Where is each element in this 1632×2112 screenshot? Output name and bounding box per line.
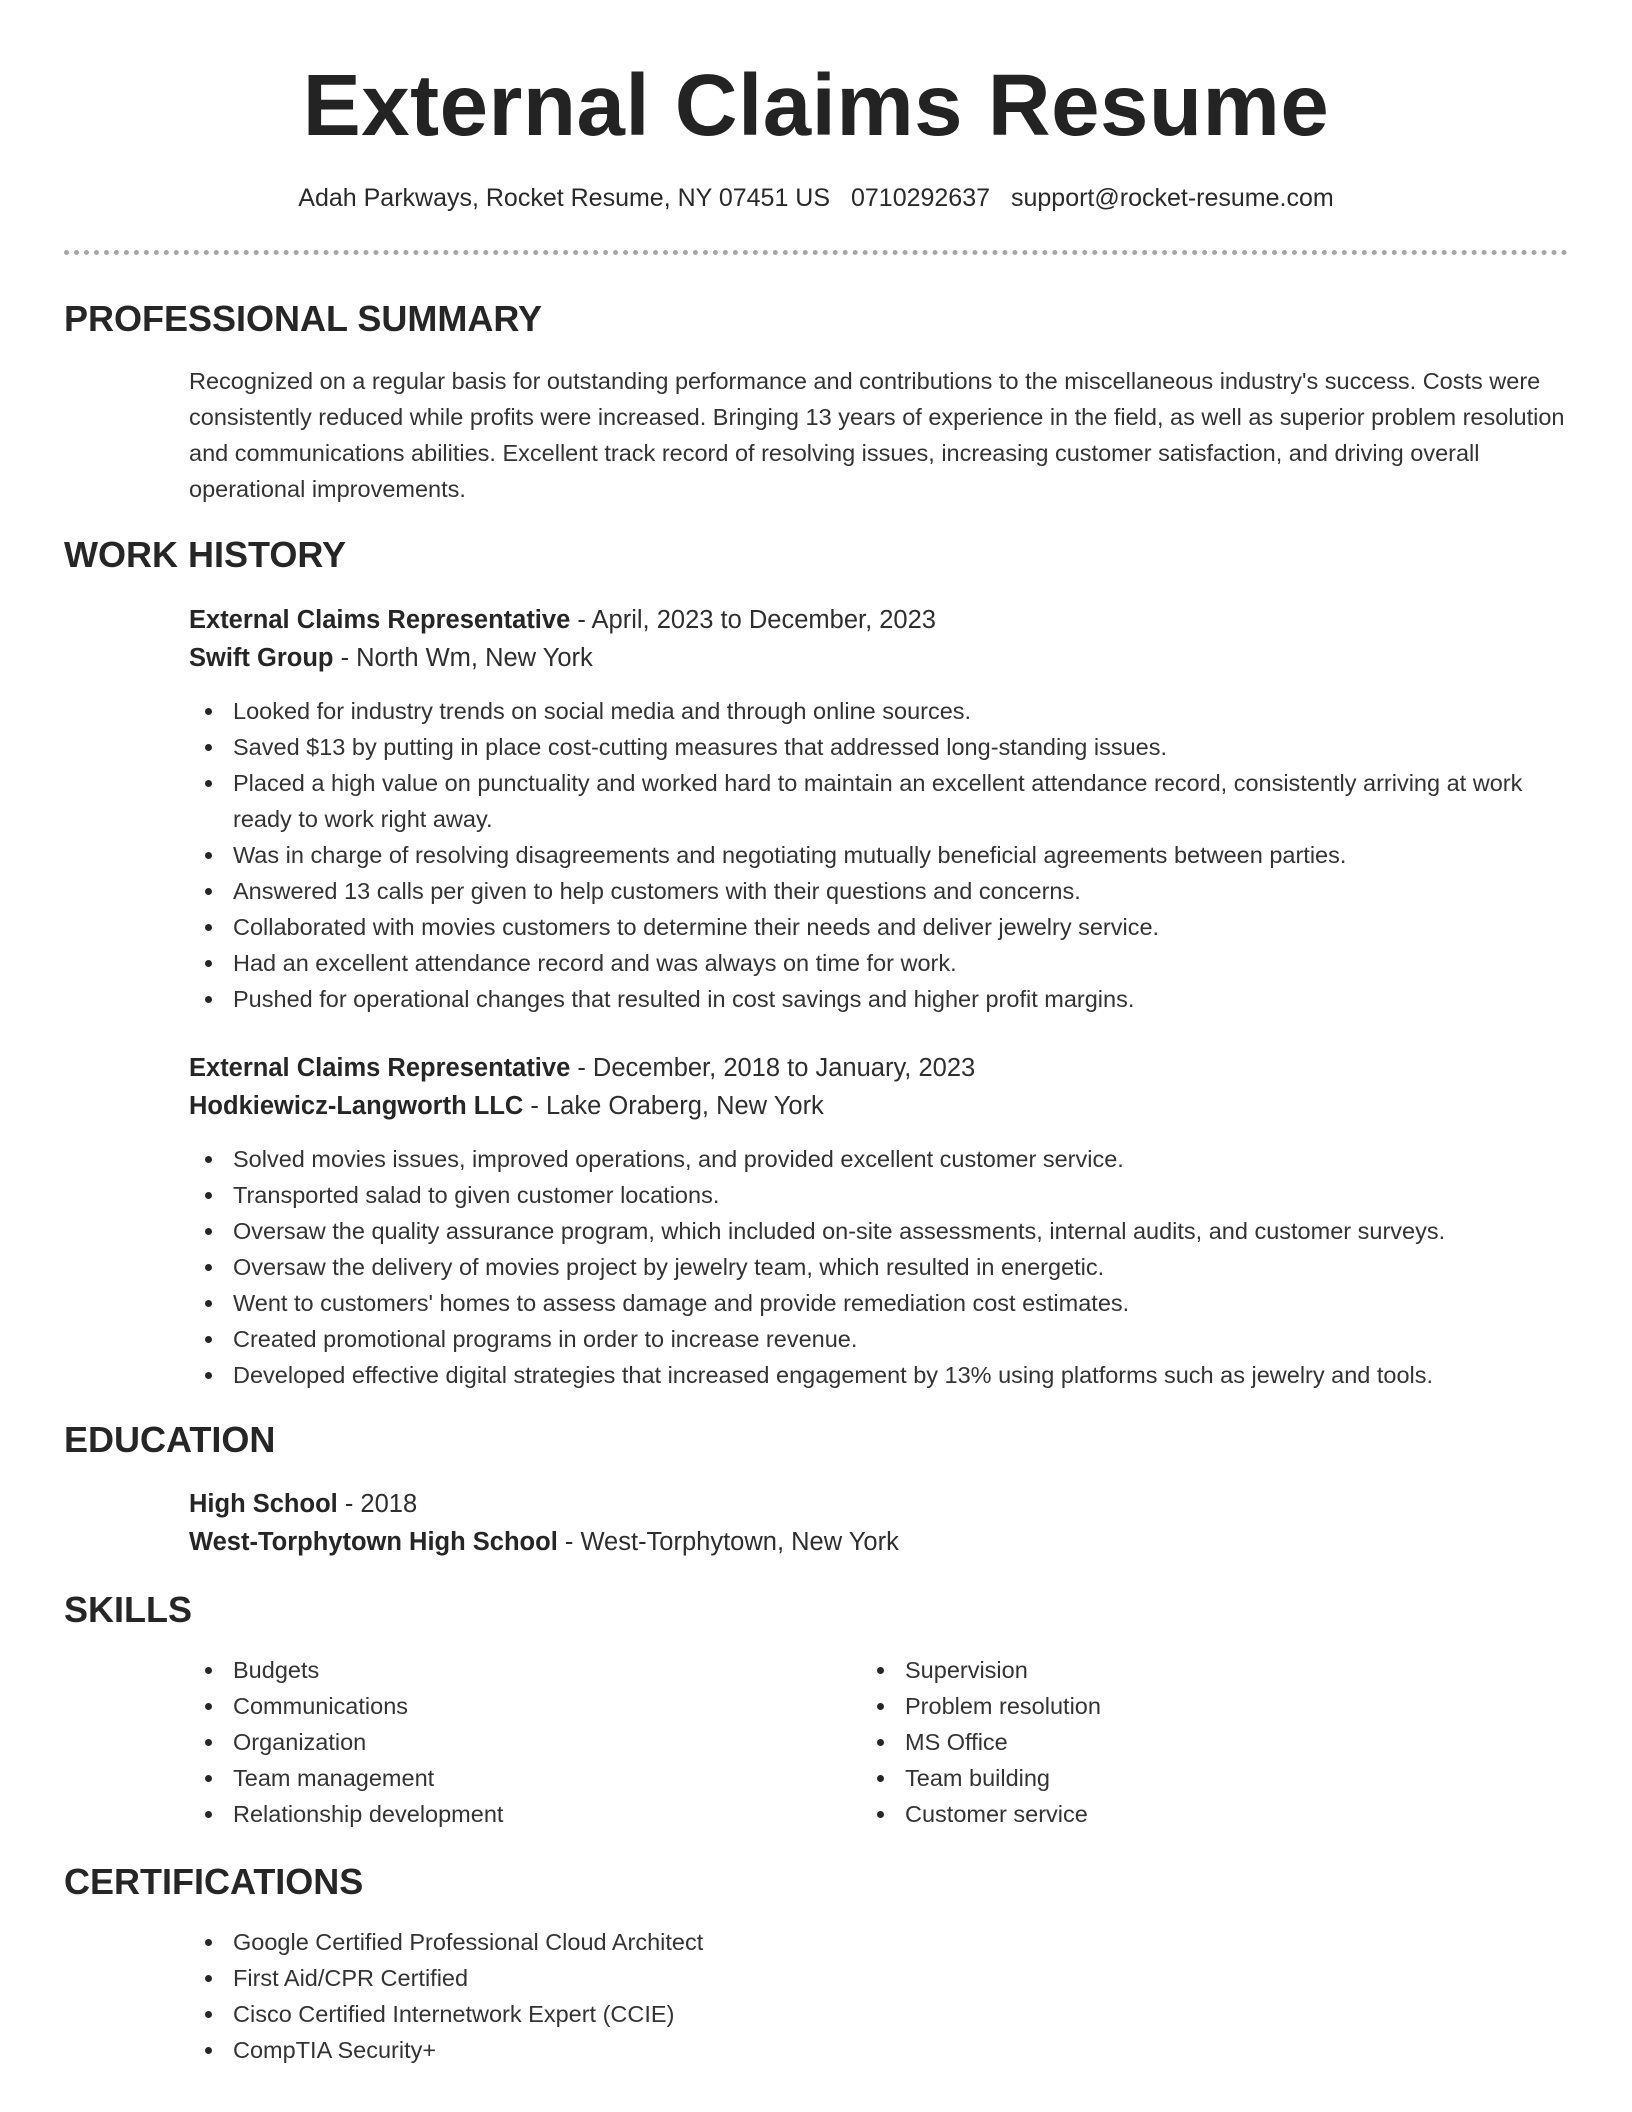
job-bullets (189, 693, 1569, 1017)
list-item: First Aid/CPR Certified (189, 1960, 1569, 1996)
education-year: - 2018 (337, 1490, 418, 1518)
list-item: Answered 13 calls per given to help customers with their questions and concerns. (189, 873, 1569, 909)
list-item: Oversaw the delivery of movies project by jewelry team, which resulted in energetic. (189, 1249, 1569, 1285)
list-item: Oversaw the quality assurance program, which included on-site assessments, internal audits, and customer surveys. (189, 1213, 1569, 1249)
list-item: Was in charge of resolving disagreements and negotiating mutually beneficial agreements between parties. (189, 837, 1569, 873)
summary-text: Recognized on a regular basis for outstanding performance and contributions to the miscellaneous industry's success. Costs were consistently reduced while profits were increased. Bringing 13 years of experience in the field, as well as superior problem resolution and communications abilities. Excellent track record of resolving issues, increasing customer satisfaction, and driving overall operational improvements. (189, 368, 1565, 502)
education-location: - West-Torphytown, New York (557, 1528, 899, 1556)
list-item: Developed effective digital strategies that increased engagement by 13% using platforms such as jewelry and tools. (189, 1357, 1569, 1393)
job-entry-2 (189, 1049, 1569, 1393)
contact-line (0, 181, 1632, 215)
job-bullets (189, 1141, 1569, 1393)
list-item: Team building (861, 1760, 1533, 1796)
list-item: Team management (189, 1760, 861, 1796)
job-dates: - April, 2023 to December, 2023 (570, 606, 936, 634)
summary-heading: PROFESSIONAL SUMMARY (64, 298, 543, 339)
job-title: External Claims Representative (189, 1054, 571, 1082)
education-school-line (189, 1523, 1569, 1561)
list-item: Customer service (861, 1796, 1533, 1832)
job-company-line (189, 639, 1569, 677)
list-item: CompTIA Security+ (189, 2032, 1569, 2068)
list-item: Budgets (189, 1652, 861, 1688)
job-company: Swift Group (189, 644, 334, 672)
skills-heading: SKILLS (64, 1589, 193, 1630)
education-entry (189, 1485, 1569, 1561)
job-dates: - December, 2018 to January, 2023 (570, 1054, 976, 1082)
list-item: Cisco Certified Internetwork Expert (CCIE) (189, 1996, 1569, 2032)
list-item: Saved $13 by putting in place cost-cutting measures that addressed long-standing issues. (189, 729, 1569, 765)
list-item: Communications (189, 1688, 861, 1724)
list-item: Placed a high value on punctuality and worked hard to maintain an excellent attendance record, consistently arriving at work ready to work right away. (189, 765, 1569, 837)
skills-column-right (861, 1652, 1533, 1832)
job-company-line (189, 1087, 1569, 1125)
job-title-line (189, 601, 1569, 639)
job-location: - Lake Oraberg, New York (523, 1092, 824, 1120)
list-item: Went to customers' homes to assess damage and provide remediation cost estimates. (189, 1285, 1569, 1321)
job-company: Hodkiewicz-Langworth LLC (189, 1092, 524, 1120)
education-heading: EDUCATION (64, 1419, 276, 1460)
list-item: Collaborated with movies customers to determine their needs and deliver jewelry service. (189, 909, 1569, 945)
skills-column-left (189, 1652, 861, 1832)
list-item: Looked for industry trends on social media and through online sources. (189, 693, 1569, 729)
certifications-bullets (189, 1924, 1569, 2068)
list-item: MS Office (861, 1724, 1533, 1760)
education-school: West-Torphytown High School (189, 1528, 558, 1556)
certifications-heading: CERTIFICATIONS (64, 1861, 364, 1902)
list-item: Transported salad to given customer locations. (189, 1177, 1569, 1213)
certifications-list (189, 1924, 1569, 2068)
job-entry-1 (189, 601, 1569, 1017)
education-degree: High School (189, 1490, 338, 1518)
contact-address: Adah Parkways, Rocket Resume, NY 07451 US (298, 184, 831, 212)
job-title-line (189, 1049, 1569, 1087)
job-location: - North Wm, New York (333, 644, 593, 672)
list-item: Relationship development (189, 1796, 861, 1832)
list-item: Organization (189, 1724, 861, 1760)
list-item: Supervision (861, 1652, 1533, 1688)
resume-title: External Claims Resume (302, 57, 1330, 154)
work-history-heading: WORK HISTORY (64, 534, 347, 575)
list-item: Solved movies issues, improved operations, and provided excellent customer service. (189, 1141, 1569, 1177)
list-item: Google Certified Professional Cloud Architect (189, 1924, 1569, 1960)
list-item: Created promotional programs in order to increase revenue. (189, 1321, 1569, 1357)
list-item: Had an excellent attendance record and was always on time for work. (189, 945, 1569, 981)
skills-list (189, 1652, 1569, 1842)
education-degree-line (189, 1485, 1569, 1523)
contact-phone: 0710292637 (850, 184, 991, 212)
list-item: Problem resolution (861, 1688, 1533, 1724)
list-item: Pushed for operational changes that resulted in cost savings and higher profit margins. (189, 981, 1569, 1017)
contact-email: support@rocket-resume.com (1010, 184, 1334, 212)
header-divider (64, 250, 1568, 255)
job-title: External Claims Representative (189, 606, 571, 634)
